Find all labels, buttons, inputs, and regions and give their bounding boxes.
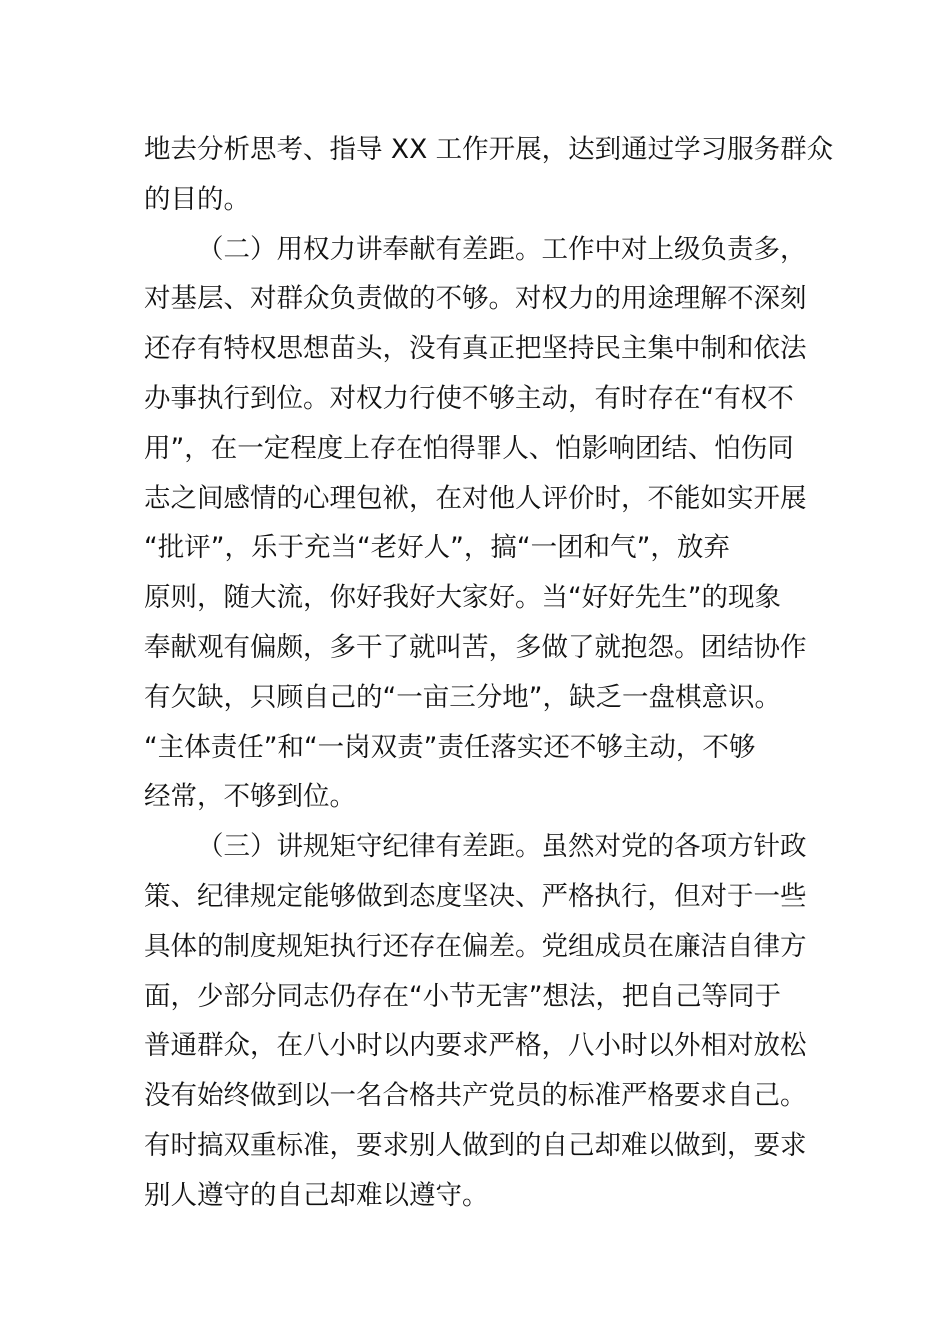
text-line: 办事执行到位。对权力行使不够主动，有时存在“有权不	[144, 382, 794, 414]
text-line: 别人遵守的自己却难以遵守。	[144, 1179, 489, 1211]
text-line: 还存有特权思想苗头，没有真正把坚持民主集中制和依法	[144, 333, 807, 365]
text-line: 有欠缺，只顾自己的“一亩三分地”，缺乏一盘棋意识。	[144, 681, 781, 713]
text-line: 的目的。	[144, 183, 250, 215]
text-line: 对基层、对群众负责做的不够。对权力的用途理解不深刻	[144, 283, 807, 315]
text-line: 用”，在一定程度上存在怕得罪人、怕影响团结、怕伤同	[144, 432, 794, 464]
text-line: 原则，随大流，你好我好大家好。当“好好先生”的现象	[144, 582, 781, 614]
section-heading-line: （三）讲规矩守纪律有差距。虽然对党的各项方针政	[197, 831, 807, 863]
section-heading-line: （二）用权力讲奉献有差距。工作中对上级负责多，	[197, 233, 807, 265]
text-line: 奉献观有偏颇，多干了就叫苦，多做了就抱怨。团结协作	[144, 631, 807, 663]
text-line: 策、纪律规定能够做到态度坚决、严格执行，但对于一些	[144, 880, 807, 912]
text-line: 志之间感情的心理包袱，在对他人评价时，不能如实开展	[144, 482, 807, 514]
text-line: 面，少部分同志仍存在“小节无害”想法，把自己等同于	[144, 980, 781, 1012]
text-line: “批评”，乐于充当“老好人”，搞“一团和气”，放弃	[144, 532, 730, 564]
text-line: 地去分析思考、指导 XX 工作开展，达到通过学习服务群众	[144, 134, 834, 165]
text-line: 没有始终做到以一名合格共产党员的标准严格要求自己。	[144, 1080, 807, 1112]
text-line: 有时搞双重标准，要求别人做到的自己却难以做到，要求	[144, 1129, 807, 1161]
text-line: “主体责任”和“一岗双责”责任落实还不够主动，不够	[144, 731, 756, 763]
text-line: 经常，不够到位。	[144, 781, 356, 813]
text-line: 普通群众，在八小时以内要求严格，八小时以外相对放松	[144, 1030, 807, 1062]
text-line: 具体的制度规矩执行还存在偏差。党组成员在廉洁自律方	[144, 930, 807, 962]
body-text	[144, 125, 834, 1221]
